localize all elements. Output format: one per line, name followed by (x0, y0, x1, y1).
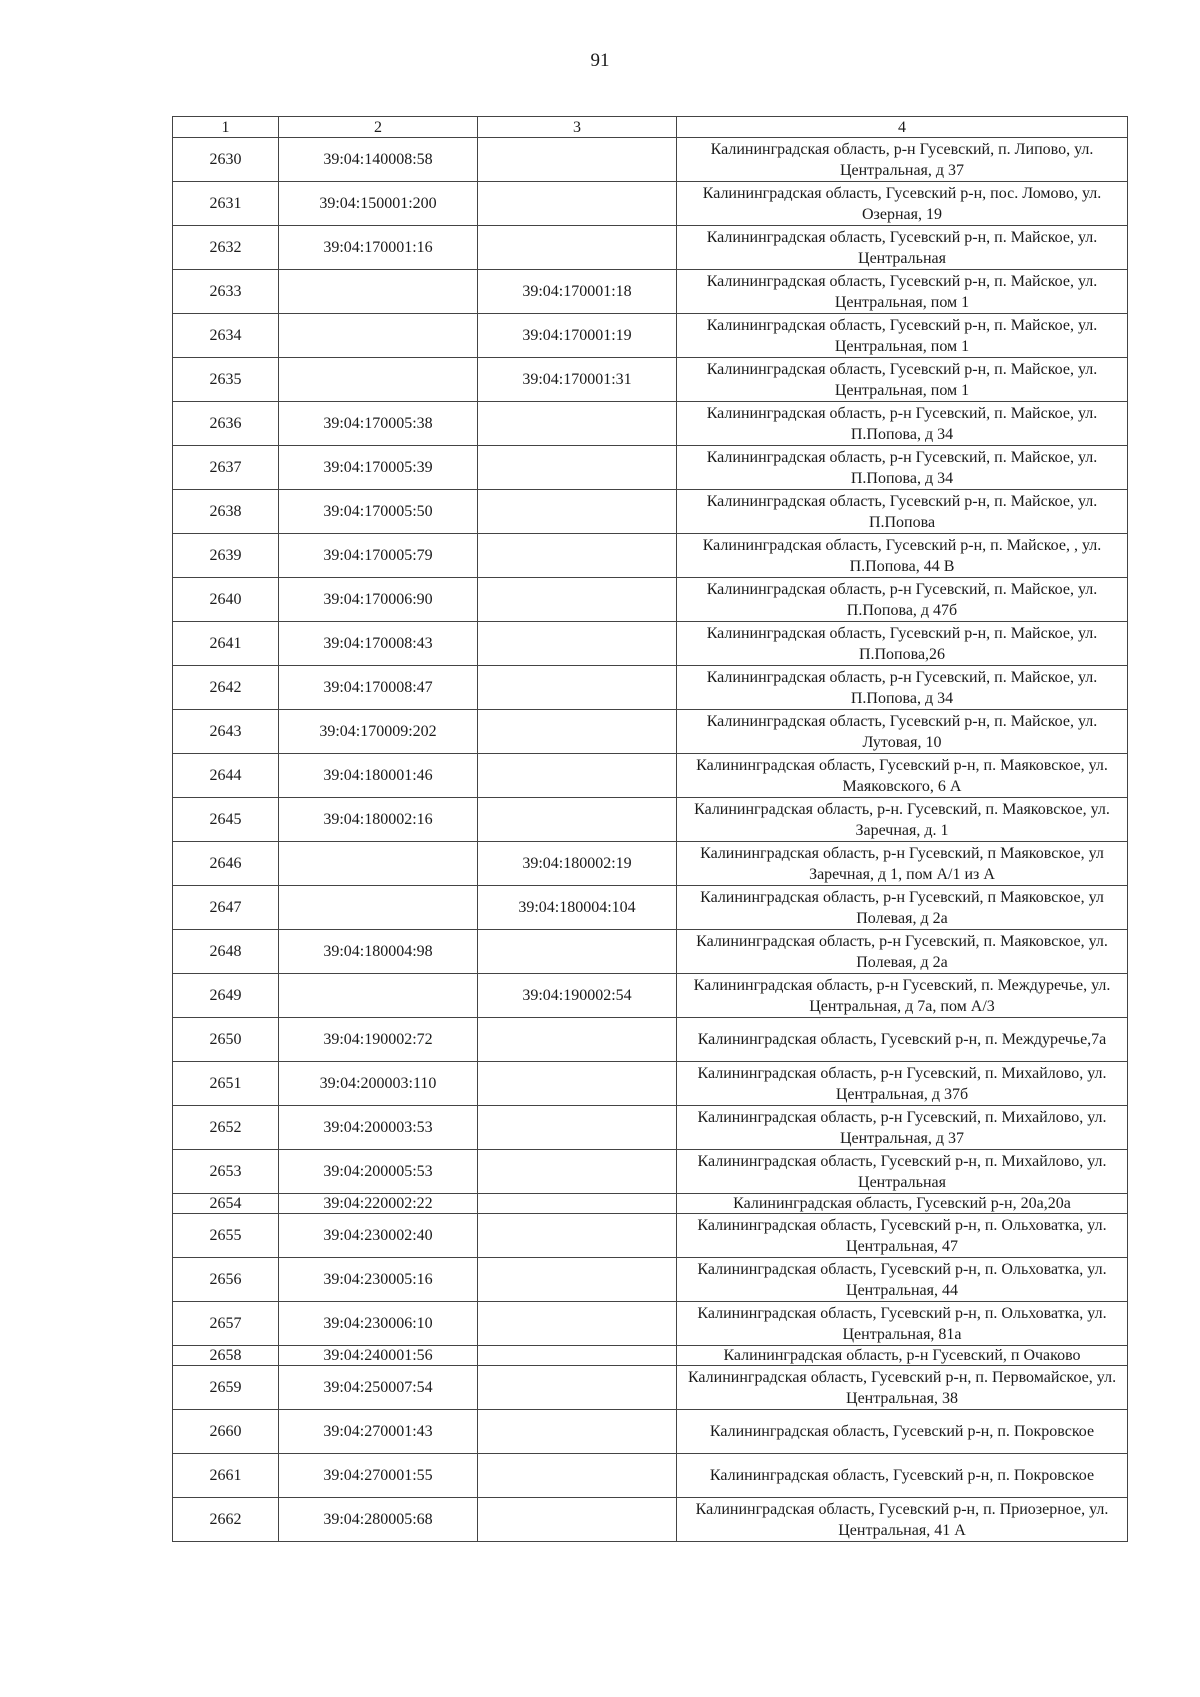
premises-cadastral-number-cell (478, 1258, 677, 1302)
cadastral-number-cell: 39:04:180002:16 (279, 798, 478, 842)
row-number-cell: 2642 (173, 666, 279, 710)
premises-cadastral-number-cell (478, 138, 677, 182)
table-row (173, 270, 1128, 314)
address-cell: Калининградская область, Гусевский р-н, п. Ольховатка, ул. Центральная, 47 (677, 1214, 1128, 1258)
address-cell: Калининградская область, р-н Гусевский, п Маяковское, ул Заречная, д 1, пом А/1 из А (677, 842, 1128, 886)
table-row (173, 314, 1128, 358)
table-row (173, 534, 1128, 578)
registry-table (172, 116, 1128, 1542)
table-row (173, 226, 1128, 270)
cadastral-number-cell: 39:04:270001:55 (279, 1454, 478, 1498)
address-cell: Калининградская область, Гусевский р-н, пос. Ломово, ул. Озерная, 19 (677, 182, 1128, 226)
row-number-cell: 2638 (173, 490, 279, 534)
address-cell: Калининградская область, Гусевский р-н, п. Покровское (677, 1454, 1128, 1498)
table-row (173, 1018, 1128, 1062)
row-number-cell: 2643 (173, 710, 279, 754)
table-row (173, 1454, 1128, 1498)
premises-cadastral-number-cell (478, 622, 677, 666)
cadastral-number-cell: 39:04:230005:16 (279, 1258, 478, 1302)
cadastral-number-cell: 39:04:170005:50 (279, 490, 478, 534)
row-number-cell: 2658 (173, 1346, 279, 1366)
cadastral-number-cell (279, 974, 478, 1018)
premises-cadastral-number-cell: 39:04:180002:19 (478, 842, 677, 886)
cadastral-number-cell: 39:04:180001:46 (279, 754, 478, 798)
cadastral-number-cell (279, 314, 478, 358)
premises-cadastral-number-cell: 39:04:180004:104 (478, 886, 677, 930)
table-row (173, 1214, 1128, 1258)
address-cell: Калининградская область, р-н. Гусевский, п. Маяковское, ул. Заречная, д. 1 (677, 798, 1128, 842)
row-number-cell: 2634 (173, 314, 279, 358)
row-number-cell: 2659 (173, 1366, 279, 1410)
cadastral-number-cell: 39:04:230006:10 (279, 1302, 478, 1346)
premises-cadastral-number-cell (478, 446, 677, 490)
cadastral-number-cell: 39:04:200005:53 (279, 1150, 478, 1194)
address-cell: Калининградская область, р-н Гусевский, п. Майское, ул. П.Попова, д 34 (677, 446, 1128, 490)
cadastral-number-cell: 39:04:230002:40 (279, 1214, 478, 1258)
address-cell: Калининградская область, р-н Гусевский, п. Михайлово, ул. Центральная, д 37б (677, 1062, 1128, 1106)
cadastral-number-cell (279, 886, 478, 930)
premises-cadastral-number-cell (478, 1062, 677, 1106)
table-row (173, 578, 1128, 622)
table-body (173, 138, 1128, 1542)
address-cell: Калининградская область, Гусевский р-н, п. Междуречье,7а (677, 1018, 1128, 1062)
cadastral-number-cell: 39:04:150001:200 (279, 182, 478, 226)
premises-cadastral-number-cell (478, 1454, 677, 1498)
table-row (173, 490, 1128, 534)
address-cell: Калининградская область, Гусевский р-н, п. Маяковское, ул. Маяковского, 6 А (677, 754, 1128, 798)
address-cell: Калининградская область, Гусевский р-н, п. Майское, ул. Центральная, пом 1 (677, 314, 1128, 358)
premises-cadastral-number-cell (478, 710, 677, 754)
table-row (173, 1498, 1128, 1542)
cadastral-number-cell: 39:04:140008:58 (279, 138, 478, 182)
row-number-cell: 2645 (173, 798, 279, 842)
table-row (173, 1346, 1128, 1366)
cadastral-number-cell: 39:04:170008:47 (279, 666, 478, 710)
address-cell: Калининградская область, р-н Гусевский, п. Междуречье, ул. Центральная, д 7а, пом А/3 (677, 974, 1128, 1018)
cadastral-number-cell: 39:04:170001:16 (279, 226, 478, 270)
cadastral-number-cell: 39:04:200003:110 (279, 1062, 478, 1106)
column-header-2: 2 (279, 117, 478, 138)
cadastral-number-cell: 39:04:170008:43 (279, 622, 478, 666)
row-number-cell: 2647 (173, 886, 279, 930)
cadastral-number-cell: 39:04:180004:98 (279, 930, 478, 974)
premises-cadastral-number-cell (478, 578, 677, 622)
table-row (173, 1062, 1128, 1106)
table-row (173, 842, 1128, 886)
premises-cadastral-number-cell (478, 1106, 677, 1150)
table-row (173, 1302, 1128, 1346)
address-cell: Калининградская область, р-н Гусевский, п Маяковское, ул Полевая, д 2а (677, 886, 1128, 930)
premises-cadastral-number-cell (478, 930, 677, 974)
cadastral-number-cell: 39:04:280005:68 (279, 1498, 478, 1542)
table-row (173, 138, 1128, 182)
premises-cadastral-number-cell (478, 666, 677, 710)
cadastral-number-cell: 39:04:220002:22 (279, 1194, 478, 1214)
address-cell: Калининградская область, Гусевский р-н, п. Майское, ул. Центральная (677, 226, 1128, 270)
address-cell: Калининградская область, Гусевский р-н, п. Покровское (677, 1410, 1128, 1454)
row-number-cell: 2632 (173, 226, 279, 270)
premises-cadastral-number-cell (478, 226, 677, 270)
cadastral-number-cell (279, 842, 478, 886)
premises-cadastral-number-cell (478, 490, 677, 534)
table-row (173, 1258, 1128, 1302)
row-number-cell: 2639 (173, 534, 279, 578)
address-cell: Калининградская область, Гусевский р-н, 20а,20а (677, 1194, 1128, 1214)
table-row (173, 1410, 1128, 1454)
premises-cadastral-number-cell: 39:04:170001:18 (478, 270, 677, 314)
cadastral-number-cell: 39:04:250007:54 (279, 1366, 478, 1410)
cadastral-number-cell: 39:04:170005:39 (279, 446, 478, 490)
row-number-cell: 2635 (173, 358, 279, 402)
table-row (173, 182, 1128, 226)
cadastral-number-cell: 39:04:170009:202 (279, 710, 478, 754)
premises-cadastral-number-cell (478, 534, 677, 578)
row-number-cell: 2654 (173, 1194, 279, 1214)
table-header (173, 117, 1128, 138)
row-number-cell: 2648 (173, 930, 279, 974)
address-cell: Калининградская область, р-н Гусевский, п. Майское, ул. П.Попова, д 34 (677, 402, 1128, 446)
address-cell: Калининградская область, Гусевский р-н, п. Майское, ул. Лутовая, 10 (677, 710, 1128, 754)
cadastral-number-cell: 39:04:200003:53 (279, 1106, 478, 1150)
cadastral-number-cell (279, 358, 478, 402)
address-cell: Калининградская область, Гусевский р-н, п. Ольховатка, ул. Центральная, 44 (677, 1258, 1128, 1302)
table-row (173, 402, 1128, 446)
table-row (173, 446, 1128, 490)
row-number-cell: 2630 (173, 138, 279, 182)
premises-cadastral-number-cell: 39:04:190002:54 (478, 974, 677, 1018)
address-cell: Калининградская область, р-н Гусевский, п Очаково (677, 1346, 1128, 1366)
table-row (173, 886, 1128, 930)
row-number-cell: 2640 (173, 578, 279, 622)
column-header-4: 4 (677, 117, 1128, 138)
row-number-cell: 2661 (173, 1454, 279, 1498)
table-row (173, 1150, 1128, 1194)
address-cell: Калининградская область, р-н Гусевский, п. Маяковское, ул. Полевая, д 2а (677, 930, 1128, 974)
table-row (173, 710, 1128, 754)
cadastral-number-cell: 39:04:170006:90 (279, 578, 478, 622)
cadastral-number-cell: 39:04:270001:43 (279, 1410, 478, 1454)
table-row (173, 622, 1128, 666)
row-number-cell: 2633 (173, 270, 279, 314)
row-number-cell: 2662 (173, 1498, 279, 1542)
cadastral-number-cell (279, 270, 478, 314)
cadastral-number-cell: 39:04:170005:38 (279, 402, 478, 446)
cadastral-number-cell: 39:04:190002:72 (279, 1018, 478, 1062)
table-row (173, 666, 1128, 710)
premises-cadastral-number-cell (478, 1498, 677, 1542)
table-row (173, 974, 1128, 1018)
column-header-1: 1 (173, 117, 279, 138)
header-row (173, 117, 1128, 138)
address-cell: Калининградская область, р-н Гусевский, п. Майское, ул. П.Попова, д 47б (677, 578, 1128, 622)
premises-cadastral-number-cell (478, 754, 677, 798)
address-cell: Калининградская область, Гусевский р-н, п. Майское, ул. П.Попова (677, 490, 1128, 534)
address-cell: Калининградская область, Гусевский р-н, п. Майское, ул. П.Попова,26 (677, 622, 1128, 666)
row-number-cell: 2651 (173, 1062, 279, 1106)
premises-cadastral-number-cell (478, 1366, 677, 1410)
row-number-cell: 2649 (173, 974, 279, 1018)
cadastral-number-cell: 39:04:240001:56 (279, 1346, 478, 1366)
table-row (173, 754, 1128, 798)
row-number-cell: 2641 (173, 622, 279, 666)
premises-cadastral-number-cell (478, 1194, 677, 1214)
premises-cadastral-number-cell (478, 1018, 677, 1062)
table-row (173, 358, 1128, 402)
premises-cadastral-number-cell (478, 182, 677, 226)
row-number-cell: 2646 (173, 842, 279, 886)
address-cell: Калининградская область, р-н Гусевский, п. Липово, ул. Центральная, д 37 (677, 138, 1128, 182)
address-cell: Калининградская область, Гусевский р-н, п. Майское, ул. Центральная, пом 1 (677, 270, 1128, 314)
premises-cadastral-number-cell (478, 1410, 677, 1454)
row-number-cell: 2653 (173, 1150, 279, 1194)
row-number-cell: 2652 (173, 1106, 279, 1150)
address-cell: Калининградская область, Гусевский р-н, п. Первомайское, ул. Центральная, 38 (677, 1366, 1128, 1410)
address-cell: Калининградская область, Гусевский р-н, п. Майское, , ул. П.Попова, 44 В (677, 534, 1128, 578)
row-number-cell: 2631 (173, 182, 279, 226)
row-number-cell: 2656 (173, 1258, 279, 1302)
column-header-3: 3 (478, 117, 677, 138)
premises-cadastral-number-cell (478, 1302, 677, 1346)
address-cell: Калининградская область, Гусевский р-н, п. Михайлово, ул. Центральная (677, 1150, 1128, 1194)
row-number-cell: 2655 (173, 1214, 279, 1258)
premises-cadastral-number-cell: 39:04:170001:19 (478, 314, 677, 358)
row-number-cell: 2657 (173, 1302, 279, 1346)
address-cell: Калининградская область, Гусевский р-н, п. Майское, ул. Центральная, пом 1 (677, 358, 1128, 402)
row-number-cell: 2637 (173, 446, 279, 490)
cadastral-number-cell: 39:04:170005:79 (279, 534, 478, 578)
table-row (173, 930, 1128, 974)
table-row (173, 798, 1128, 842)
table-row (173, 1106, 1128, 1150)
table-row (173, 1366, 1128, 1410)
premises-cadastral-number-cell: 39:04:170001:31 (478, 358, 677, 402)
premises-cadastral-number-cell (478, 1346, 677, 1366)
row-number-cell: 2650 (173, 1018, 279, 1062)
row-number-cell: 2660 (173, 1410, 279, 1454)
premises-cadastral-number-cell (478, 1150, 677, 1194)
address-cell: Калининградская область, р-н Гусевский, п. Михайлово, ул. Центральная, д 37 (677, 1106, 1128, 1150)
premises-cadastral-number-cell (478, 402, 677, 446)
address-cell: Калининградская область, р-н Гусевский, п. Майское, ул. П.Попова, д 34 (677, 666, 1128, 710)
address-cell: Калининградская область, Гусевский р-н, п. Ольховатка, ул. Центральная, 81а (677, 1302, 1128, 1346)
premises-cadastral-number-cell (478, 798, 677, 842)
table-row (173, 1194, 1128, 1214)
row-number-cell: 2644 (173, 754, 279, 798)
row-number-cell: 2636 (173, 402, 279, 446)
premises-cadastral-number-cell (478, 1214, 677, 1258)
address-cell: Калининградская область, Гусевский р-н, п. Приозерное, ул. Центральная, 41 А (677, 1498, 1128, 1542)
page-number: 91 (590, 50, 610, 71)
